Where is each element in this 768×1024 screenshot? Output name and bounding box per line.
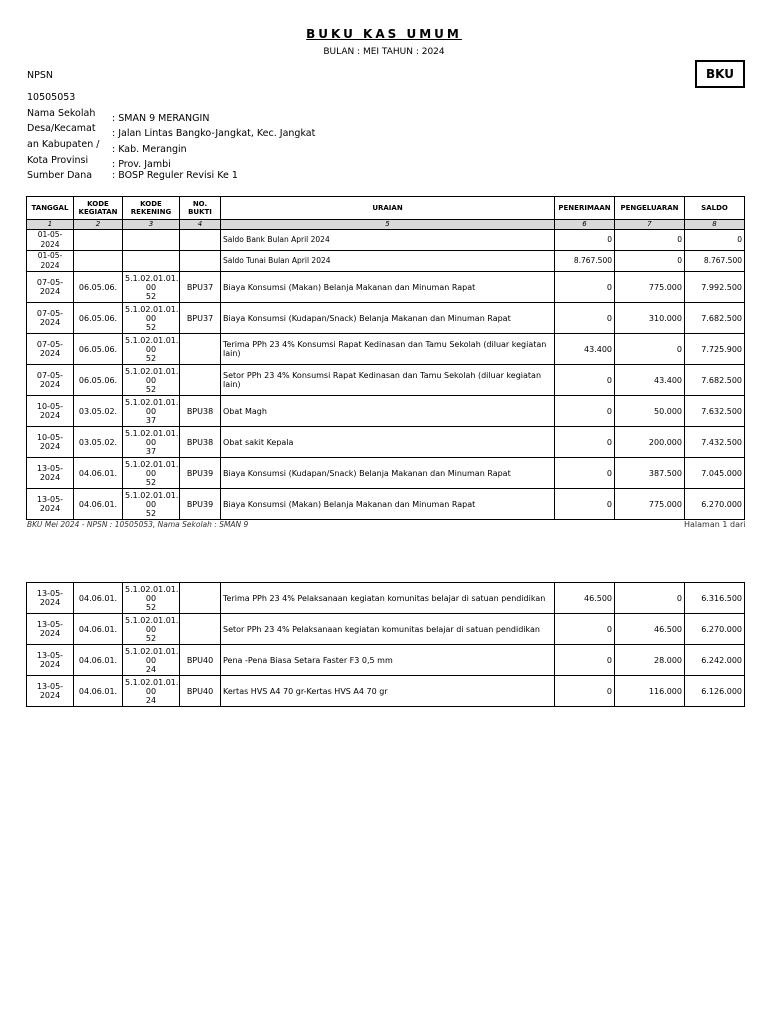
cell-kode-kegiatan: 06.05.06.: [74, 272, 123, 303]
table-row: [27, 489, 745, 520]
cell-pengeluaran: 310.000: [615, 303, 685, 334]
cell-kode-rekening: [123, 230, 180, 251]
column-number: 1: [27, 220, 74, 230]
cell-kode-kegiatan: [74, 251, 123, 272]
npsn-label: NPSN: [27, 70, 53, 81]
cell-kode-rekening: 5.1.02.01.01. 00 52: [123, 614, 180, 645]
cell-penerimaan: 0: [555, 427, 615, 458]
bku-badge: BKU: [695, 60, 745, 88]
column-number: 5: [221, 220, 555, 230]
table-body: [27, 230, 745, 520]
cell-saldo: 6.242.000: [685, 645, 745, 676]
cell-uraian: Biaya Konsumsi (Makan) Belanja Makanan dan Minuman Rapat: [221, 489, 555, 520]
cell-no-bukti: BPU38: [180, 427, 221, 458]
table-row: [27, 583, 745, 614]
cell-saldo: 6.270.000: [685, 489, 745, 520]
cell-tanggal: 13-05-2024: [27, 645, 74, 676]
footer-page-number: Halaman 1 dari: [684, 520, 746, 529]
cell-kode-kegiatan: 04.06.01.: [74, 489, 123, 520]
column-number: 7: [615, 220, 685, 230]
cell-uraian: Biaya Konsumsi (Makan) Belanja Makanan dan Minuman Rapat: [221, 272, 555, 303]
cell-uraian: Pena -Pena Biasa Setara Faster F3 0,5 mm: [221, 645, 555, 676]
cell-penerimaan: 46.500: [555, 583, 615, 614]
cell-saldo: 7.725.900: [685, 334, 745, 365]
cell-uraian: Saldo Tunai Bulan April 2024: [221, 251, 555, 272]
document-title: BUKU KAS UMUM: [306, 27, 462, 41]
cell-tanggal: 07-05-2024: [27, 365, 74, 396]
table-row: [27, 396, 745, 427]
column-number: 2: [74, 220, 123, 230]
cell-kode-rekening: 5.1.02.01.01. 00 52: [123, 272, 180, 303]
cell-penerimaan: 0: [555, 396, 615, 427]
cell-tanggal: 13-05-2024: [27, 676, 74, 707]
cell-penerimaan: 8.767.500: [555, 251, 615, 272]
cell-kode-rekening: 5.1.02.01.01. 00 24: [123, 676, 180, 707]
column-number-row: [27, 220, 745, 230]
cell-tanggal: 01-05-2024: [27, 230, 74, 251]
cell-penerimaan: 0: [555, 489, 615, 520]
cell-tanggal: 10-05-2024: [27, 396, 74, 427]
table-row: [27, 251, 745, 272]
table-row: [27, 230, 745, 251]
table-row: [27, 427, 745, 458]
table-row: [27, 272, 745, 303]
column-header: PENGELUARAN: [615, 197, 685, 220]
cell-pengeluaran: 775.000: [615, 489, 685, 520]
cell-pengeluaran: 0: [615, 251, 685, 272]
cell-pengeluaran: 775.000: [615, 272, 685, 303]
table-row: [27, 334, 745, 365]
cell-kode-rekening: 5.1.02.01.01. 00 24: [123, 645, 180, 676]
cell-tanggal: 13-05-2024: [27, 583, 74, 614]
footer-left: BKU Mei 2024 - NPSN : 10505053, Nama Sekolah : SMAN 9: [27, 520, 249, 529]
cell-pengeluaran: 50.000: [615, 396, 685, 427]
cell-no-bukti: [180, 230, 221, 251]
cell-pengeluaran: 0: [615, 230, 685, 251]
cell-no-bukti: [180, 614, 221, 645]
cell-no-bukti: [180, 334, 221, 365]
cell-kode-kegiatan: 06.05.06.: [74, 303, 123, 334]
cell-pengeluaran: 0: [615, 334, 685, 365]
cell-uraian: Setor PPh 23 4% Pelaksanaan kegiatan komunitas belajar di satuan pendidikan: [221, 614, 555, 645]
cell-uraian: Obat sakit Kepala: [221, 427, 555, 458]
cell-tanggal: 10-05-2024: [27, 427, 74, 458]
cell-kode-kegiatan: 03.05.02.: [74, 427, 123, 458]
column-header: KODE KEGIATAN: [74, 197, 123, 220]
bku-table-page1: [26, 196, 745, 520]
column-number: 3: [123, 220, 180, 230]
column-number: 6: [555, 220, 615, 230]
column-number: 8: [685, 220, 745, 230]
cell-no-bukti: [180, 365, 221, 396]
column-header: SALDO: [685, 197, 745, 220]
column-header: TANGGAL: [27, 197, 74, 220]
cell-kode-rekening: 5.1.02.01.01. 00 52: [123, 458, 180, 489]
cell-uraian: Setor PPh 23 4% Konsumsi Rapat Kedinasan dan Tamu Sekolah (diluar kegiatan lain): [221, 365, 555, 396]
cell-saldo: 7.045.000: [685, 458, 745, 489]
cell-tanggal: 13-05-2024: [27, 489, 74, 520]
cell-no-bukti: BPU40: [180, 645, 221, 676]
cell-kode-kegiatan: 06.05.06.: [74, 334, 123, 365]
cell-kode-kegiatan: 04.06.01.: [74, 583, 123, 614]
cell-kode-rekening: 5.1.02.01.01. 00 37: [123, 396, 180, 427]
cell-saldo: 6.270.000: [685, 614, 745, 645]
cell-uraian: Obat Magh: [221, 396, 555, 427]
cell-pengeluaran: 387.500: [615, 458, 685, 489]
cell-uraian: Terima PPh 23 4% Konsumsi Rapat Kedinasan dan Tamu Sekolah (diluar kegiatan lain): [221, 334, 555, 365]
cell-kode-kegiatan: 04.06.01.: [74, 676, 123, 707]
table-row: [27, 365, 745, 396]
cell-penerimaan: 43.400: [555, 334, 615, 365]
cell-saldo: 7.682.500: [685, 365, 745, 396]
desa-label: Desa/Kecamat: [27, 123, 96, 134]
kota-provinsi-value: : Prov. Jambi: [112, 159, 171, 170]
sumber-dana-label: Sumber Dana: [27, 170, 93, 181]
bku-table-page2: [26, 582, 745, 707]
table-row: [27, 458, 745, 489]
cell-pengeluaran: 46.500: [615, 614, 685, 645]
cell-kode-rekening: 5.1.02.01.01. 00 52: [123, 303, 180, 334]
column-header: PENERIMAAN: [555, 197, 615, 220]
sumber-dana-value: : BOSP Reguler Revisi Ke 1: [112, 170, 238, 181]
cell-pengeluaran: 43.400: [615, 365, 685, 396]
cell-saldo: 0: [685, 230, 745, 251]
nama-sekolah-label: Nama Sekolah: [27, 108, 96, 119]
cell-uraian: Saldo Bank Bulan April 2024: [221, 230, 555, 251]
cell-no-bukti: [180, 583, 221, 614]
cell-tanggal: 07-05-2024: [27, 303, 74, 334]
cell-pengeluaran: 116.000: [615, 676, 685, 707]
column-header: KODE REKENING: [123, 197, 180, 220]
cell-uraian: Biaya Konsumsi (Kudapan/Snack) Belanja Makanan dan Minuman Rapat: [221, 458, 555, 489]
table-body: [27, 583, 745, 707]
column-number: 4: [180, 220, 221, 230]
cell-pengeluaran: 0: [615, 583, 685, 614]
cell-kode-rekening: 5.1.02.01.01. 00 52: [123, 583, 180, 614]
kabupaten-value: : Kab. Merangin: [112, 144, 187, 155]
cell-tanggal: 07-05-2024: [27, 334, 74, 365]
column-header: NO. BUKTI: [180, 197, 221, 220]
cell-tanggal: 07-05-2024: [27, 272, 74, 303]
cell-kode-kegiatan: 03.05.02.: [74, 396, 123, 427]
npsn-value: 10505053: [27, 92, 76, 103]
cell-uraian: Biaya Konsumsi (Kudapan/Snack) Belanja Makanan dan Minuman Rapat: [221, 303, 555, 334]
cell-kode-kegiatan: [74, 230, 123, 251]
cell-saldo: 6.316.500: [685, 583, 745, 614]
cell-pengeluaran: 200.000: [615, 427, 685, 458]
column-header: URAIAN: [221, 197, 555, 220]
cell-no-bukti: BPU37: [180, 303, 221, 334]
cell-kode-rekening: 5.1.02.01.01. 00 52: [123, 365, 180, 396]
cell-kode-kegiatan: 04.06.01.: [74, 645, 123, 676]
cell-no-bukti: [180, 251, 221, 272]
document-subtitle: BULAN : MEI TAHUN : 2024: [323, 47, 445, 57]
cell-saldo: 6.126.000: [685, 676, 745, 707]
nama-sekolah-value: : SMAN 9 MERANGIN: [112, 113, 210, 124]
cell-tanggal: 13-05-2024: [27, 614, 74, 645]
cell-tanggal: 13-05-2024: [27, 458, 74, 489]
cell-no-bukti: BPU37: [180, 272, 221, 303]
kabupaten-label: an Kabupaten /: [27, 139, 100, 150]
cell-kode-kegiatan: 04.06.01.: [74, 614, 123, 645]
cell-kode-rekening: [123, 251, 180, 272]
cell-penerimaan: 0: [555, 272, 615, 303]
cell-no-bukti: BPU39: [180, 458, 221, 489]
desa-value: : Jalan Lintas Bangko-Jangkat, Kec. Jangkat: [112, 128, 316, 139]
cell-saldo: 8.767.500: [685, 251, 745, 272]
cell-penerimaan: 0: [555, 676, 615, 707]
cell-uraian: Terima PPh 23 4% Pelaksanaan kegiatan komunitas belajar di satuan pendidikan: [221, 583, 555, 614]
table-header-row: [27, 197, 745, 220]
cell-kode-kegiatan: 04.06.01.: [74, 458, 123, 489]
cell-saldo: 7.992.500: [685, 272, 745, 303]
table-row: [27, 645, 745, 676]
cell-kode-kegiatan: 06.05.06.: [74, 365, 123, 396]
cell-no-bukti: BPU39: [180, 489, 221, 520]
cell-penerimaan: 0: [555, 230, 615, 251]
table-row: [27, 303, 745, 334]
cell-no-bukti: BPU40: [180, 676, 221, 707]
cell-penerimaan: 0: [555, 303, 615, 334]
cell-no-bukti: BPU38: [180, 396, 221, 427]
cell-pengeluaran: 28.000: [615, 645, 685, 676]
cell-penerimaan: 0: [555, 365, 615, 396]
cell-uraian: Kertas HVS A4 70 gr-Kertas HVS A4 70 gr: [221, 676, 555, 707]
cell-saldo: 7.632.500: [685, 396, 745, 427]
cell-saldo: 7.432.500: [685, 427, 745, 458]
table-row: [27, 676, 745, 707]
cell-kode-rekening: 5.1.02.01.01. 00 52: [123, 489, 180, 520]
cell-tanggal: 01-05-2024: [27, 251, 74, 272]
cell-penerimaan: 0: [555, 645, 615, 676]
cell-kode-rekening: 5.1.02.01.01. 00 52: [123, 334, 180, 365]
cell-saldo: 7.682.500: [685, 303, 745, 334]
cell-kode-rekening: 5.1.02.01.01. 00 37: [123, 427, 180, 458]
table-row: [27, 614, 745, 645]
cell-penerimaan: 0: [555, 614, 615, 645]
cell-penerimaan: 0: [555, 458, 615, 489]
kota-provinsi-label: Kota Provinsi: [27, 155, 89, 166]
